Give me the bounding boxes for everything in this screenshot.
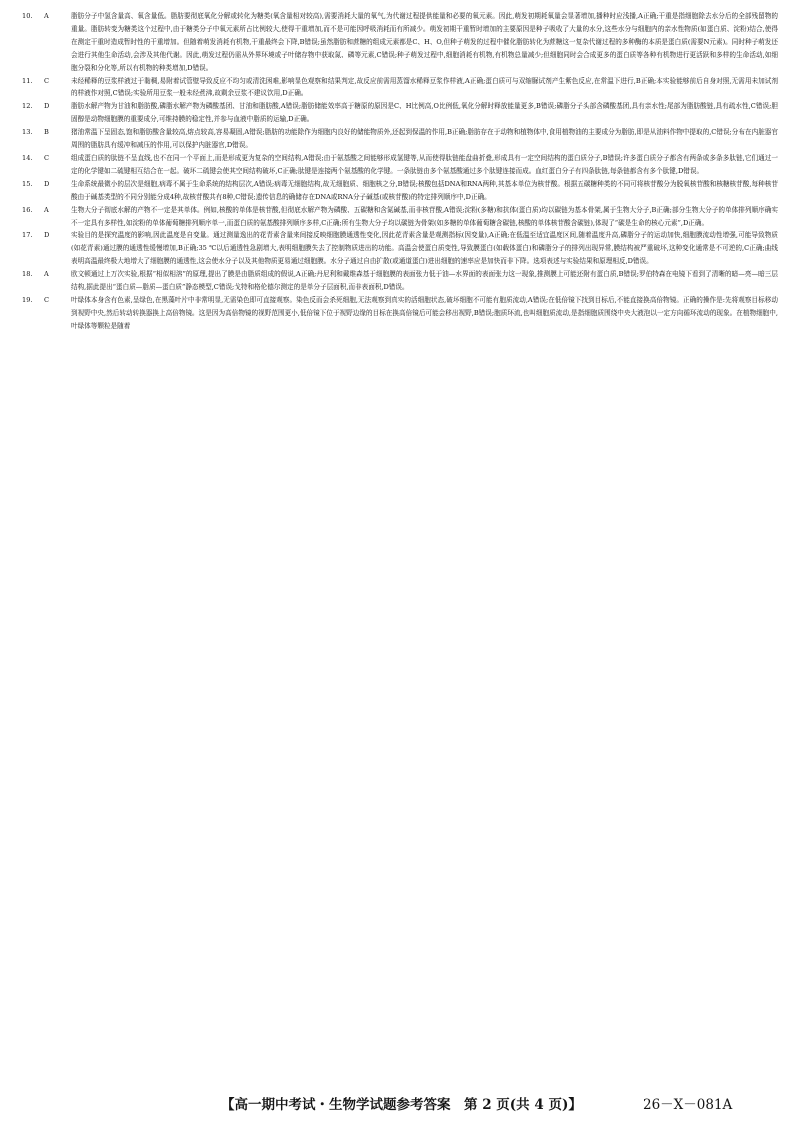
answer-item xyxy=(22,100,778,126)
answer-item xyxy=(22,229,778,268)
answer-item xyxy=(22,10,778,75)
question-number: 10. xyxy=(22,12,33,20)
answer-letter: A xyxy=(44,270,49,279)
answer-letter: A xyxy=(44,205,49,214)
document-code: 26－X－081A xyxy=(643,1097,733,1113)
question-number: 11. xyxy=(22,76,33,85)
question-number: 17. xyxy=(22,231,33,240)
explanation-text: 生命系统最微小的层次是细胞,病毒不属于生命系统的结构层次,A错误;病毒无细胞结构,故无细胞质、细胞核之分,B错误;核酸包括DNA和RNA两种,其基本单位为核苷酸。根据五碳糖种类的不同可将核苷酸分为脱氧核苷酸和核糖核苷酸,每种核苷酸由于碱基类型的不同分别能分成4种,故核苷酸共有8种,C错误;遗传信息的确储存在DNA或RNA分子碱基(或核苷酸)的特定排列顺序中,D正确。 xyxy=(71,179,778,201)
answer-letter: B xyxy=(44,128,49,137)
explanation-text: 实验目的是探究温度的影响,因此温度是自变量。通过测量逸出的花青素含量来间接反映细胞膜通透性变化,因此花青素含量是观测指标(因变量),A正确;在低温至适宜温度区间,随着温度升高,磷脂分子的运动加快,细胞膜流动性增强,可能导致物质(如花青素)通过膜的通透性缓慢增加,B正确;35 ℃以后通透性急剧增大,表明细胞膜失去了控制物质进出的功能。高温会使蛋白质变性,导致膜蛋白(如载体蛋白)和磷脂分子的排列出现异常,膜结构被严重破坏,这种变化通常是不可逆的,C正确;曲线表明高温最终极大地增大了细胞膜的通透性,这会使水分子以及其他物质更易通过细胞膜。水分子通过自由扩散(或通道蛋白)进出细胞的速率应是加快而非下降。选项表述与实验结果和原理相反,D错误。 xyxy=(71,231,778,266)
answer-letter: D xyxy=(44,231,50,240)
answer-item xyxy=(22,126,778,152)
explanation-text: 欧文顿通过上万次实验,根据“相似相溶”的原理,提出了膜是由脂质组成的假说,A正确;丹尼利和戴维森基于细胞膜的表面张力低于油—水界面的表面张力这一现象,推测膜上可能还附有蛋白质,B错误;罗伯特森在电镜下看到了清晰的暗—亮—暗三层结构,据此提出“蛋白质—脂质—蛋白质”静态模型,C错误;戈特和格伦德尔测定的是单分子层面积,而非表面积,D错误。 xyxy=(71,270,778,292)
question-number: 14. xyxy=(22,153,33,162)
answer-letter: D xyxy=(44,179,50,188)
footer-title: 【高一期中考试・生物学试题参考答案 第 2 页(共 4 页)】 xyxy=(221,1097,582,1113)
question-number: 16. xyxy=(22,205,33,214)
explanation-text: 脂肪水解产物为甘油和脂肪酸,磷脂水解产物为磷酸基团、甘油和脂肪酸,A错误;脂肪储能效率高于糖原的原因是C、H比例高,O比例低,氧化分解时释放能量更多,B错误;磷脂分子头部含磷酸基团,具有亲水性;尾部为脂肪酸链,具有疏水性,C错误;胆固醇是动物细胞膜的重要成分,可维持膜的稳定性,并参与血液中脂质的运输,D正确。 xyxy=(71,102,778,124)
explanation-text: 未经稀释的豆浆样液过于黏稠,易附着试管壁导致反应不均匀或清洗困难,影响显色观察和结果判定,故反应前需用蒸馏水稀释豆浆作样液,A正确;蛋白质可与双缩脲试剂产生紫色反应,在常温下进行,B正确;本实验能够前后自身对照,无需用未加试剂的样液作对照,C错误;实验所用豆浆一般未经煮沸,故剩余豆浆不建议饮用,D正确。 xyxy=(71,76,778,98)
explanation-text: 组成蛋白质的肽链不呈直线,也不在同一个平面上,而是形成更为复杂的空间结构,A错误;由于氨基酸之间能够形成氢键等,从而使得肽链能盘曲折叠,形成具有一定空间结构的蛋白质分子,B错误;许多蛋白质分子都含有两条或多条多肽链,它们通过一定的化学键如二硫键相互结合在一起。破坏二硫键会使其空间结构破坏,C正确;肽键是连接两个氨基酸的化学键。一条肽链由多个氨基酸通过多个肽键连接而成。血红蛋白分子有四条肽链,每条链都含有多个肽键,D错误。 xyxy=(71,153,778,175)
question-number: 12. xyxy=(22,102,33,111)
answer-letter: C xyxy=(44,295,50,304)
question-number: 15. xyxy=(22,179,33,188)
explanation-text: 叶绿体本身含有色素,呈绿色,在黑藻叶片中非常明显,无需染色即可直接观察。染色反而会杀死细胞,无法观察到真实的活细胞状态,破坏细胞不可能有胞质流动,A错误;在低倍镜下找到目标后,不能直接换高倍物镜。正确的操作是:先将观察目标移动到视野中央,然后转动转换器换上高倍物镜。这是因为高倍物镜的视野范围更小,低倍镜下位于视野边缘的目标在换高倍镜后可能会移出视野,B错误;胞质环流,也叫细胞质流动,是指细胞质围绕中央大液泡以一定方向循环流动的现象。在植物细胞中,叶绿体等颗粒是随着 xyxy=(71,295,778,330)
answer-letter: A xyxy=(44,12,49,20)
question-number: 18. xyxy=(22,270,33,279)
explanation-text: 生物大分子彻底水解的产物不一定是其单体。例如,核酸的单体是核苷酸,但彻底水解产物为磷酸、五碳糖和含氮碱基,而非核苷酸,A错误;淀粉(多糖)和抗体(蛋白质)均以碳链为基本骨架,属于生物大分子,B正确;部分生物大分子的单体排列顺序确实不一定具有多样性,如淀粉的单体葡萄糖排列顺序单一,而蛋白质的氨基酸排列顺序多样,C正确;所有生物大分子均以碳链为骨架(如多糖的单体葡萄糖含碳链,核酸的单体核苷酸含碳链),体现了“碳是生命的核心元素”,D正确。 xyxy=(71,205,778,227)
page-footer xyxy=(0,1093,800,1115)
explanation-text: 猪油常温下呈固态,饱和脂肪酸含量较高,熔点较高,容易凝固,A错误;脂肪的功能除作为细胞内良好的储能物质外,还起到保温的作用,B正确;脂肪存在于动物和植物体中,食用植物油的主要成分为脂肪,即是从油料作物中提取的,C错误;分布在内脏器官周围的脂肪具有缓冲和减压的作用,可以保护内脏器官,D错误。 xyxy=(71,128,778,150)
answer-letter: D xyxy=(44,102,50,111)
answer-letter: C xyxy=(44,76,50,85)
answer-item xyxy=(22,152,778,178)
answer-item xyxy=(22,178,778,204)
explanation-text: 脂肪分子中氢含量高、氧含量低。脂肪要彻底氧化分解或转化为糖类(氧含量相对较高),需要消耗大量的氧气,为代谢过程提供能量和必要的氧元素。因此,萌发初期耗氧量会显著增加,播种时应浅播,A正确;干重是指细胞除去水分后的全部残留物的重量。脂肪转变为糖类这个过程中,由于糖类分子中氧元素所占比例较大,使得干重增加,而不是可能因呼吸消耗而有所减少。萌发初期干重暂时增加的主要原因是种子吸收了大量的水分,这些水分与细胞内的亲水性物质(如蛋白质、淀粉)结合,使得在测定干重时造成暂时性的干重增加。但随着萌发消耗有机物,干重最终会下降,B错误;虽然脂肪和蔗糖的组成元素都是C、H、O,但种子萌发的过程中催化脂肪转化为蔗糖这一复杂代谢过程的多种酶的本质是蛋白质(需要N元素)。同时种子萌发还会进行其他生命活动,会涉及其他代谢。因此,萌发过程仍需从外界环境或子叶储存物中获取氮、磷等元素,C错误;种子萌发过程中,细胞消耗有机物,有机物总量减少;但细胞同时会合成更多的蛋白质等各种有机物进行更活跃和多样的生命活动,如细胞分裂和分化等,所以有机物的种类增加,D错误。 xyxy=(71,12,778,72)
answer-item xyxy=(22,204,778,230)
answer-letter: C xyxy=(44,153,50,162)
answer-item xyxy=(22,75,778,101)
question-number: 19. xyxy=(22,295,33,304)
answer-item xyxy=(22,294,778,333)
answer-item xyxy=(22,268,778,294)
question-number: 13. xyxy=(22,128,33,137)
